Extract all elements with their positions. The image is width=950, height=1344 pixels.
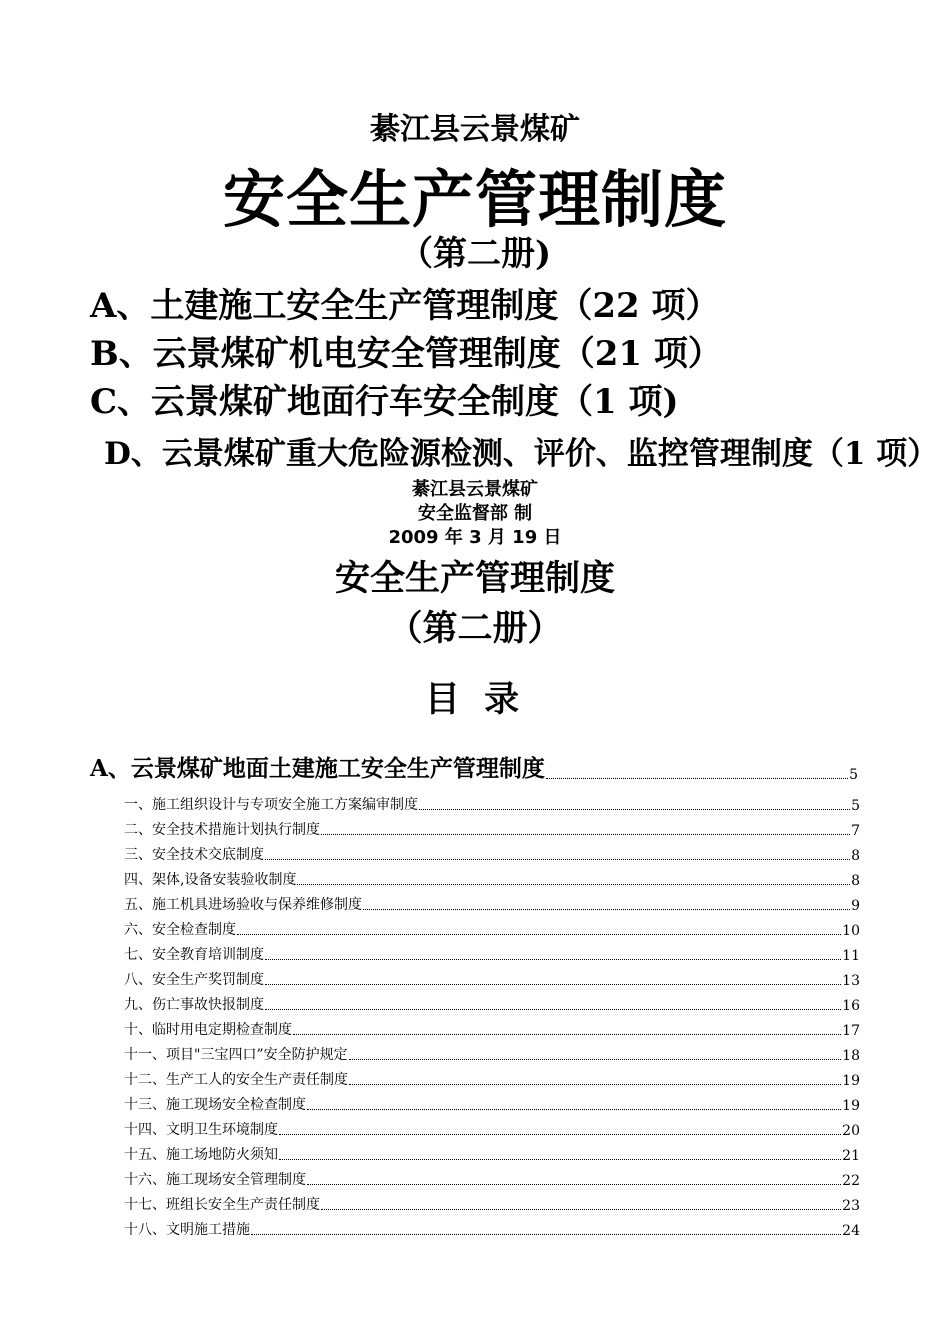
toc-title: 目 录 xyxy=(424,679,526,720)
toc-entry-page: 23 xyxy=(842,1198,860,1214)
toc-entry-title: 十三、施工现场安全检查制度 xyxy=(124,1097,306,1113)
subtitle: 安全生产管理制度 xyxy=(334,558,615,599)
toc-entry-page: 17 xyxy=(842,1023,860,1039)
toc-entry[interactable] xyxy=(124,1169,860,1189)
toc-entry-title: 八、安全生产奖罚制度 xyxy=(124,972,264,988)
toc-entry-title: 五、施工机具进场验收与保养维修制度 xyxy=(124,897,362,913)
organization-title: 綦江县云景煤矿 xyxy=(370,112,580,147)
toc-entry[interactable] xyxy=(124,1119,860,1139)
toc-entry[interactable] xyxy=(124,1094,860,1114)
toc-entry[interactable] xyxy=(124,969,860,989)
toc-entry-title: 十六、施工现场安全管理制度 xyxy=(124,1172,306,1188)
toc-entry-page: 7 xyxy=(851,823,860,839)
dot-leader xyxy=(307,1184,841,1185)
toc-entry[interactable] xyxy=(124,1044,860,1064)
toc-entry-title: 三、安全技术交底制度 xyxy=(124,847,264,863)
toc-entry-title: 十、临时用电定期检查制度 xyxy=(124,1022,292,1038)
toc-entry-title: 四、架体,设备安装验收制度 xyxy=(124,872,297,888)
toc-entry-page: 8 xyxy=(851,848,860,864)
dot-leader xyxy=(279,1134,841,1135)
dot-leader xyxy=(321,834,850,835)
toc-entry[interactable] xyxy=(124,1219,860,1239)
dot-leader xyxy=(265,984,841,985)
toc-entry[interactable] xyxy=(124,819,860,839)
dot-leader xyxy=(251,1234,841,1235)
toc-entry-page: 19 xyxy=(842,1073,860,1089)
toc-entry-page: 19 xyxy=(842,1098,860,1114)
toc-entry[interactable] xyxy=(124,794,860,814)
dot-leader xyxy=(265,859,850,860)
toc-entry-title: 二、安全技术措施计划执行制度 xyxy=(124,822,320,838)
toc-entry-title: 九、伤亡事故快报制度 xyxy=(124,997,264,1013)
issuer-organization: 綦江县云景煤矿 xyxy=(412,479,538,500)
dot-leader xyxy=(279,1159,841,1160)
dot-leader xyxy=(419,809,850,810)
toc-entry-page: 24 xyxy=(842,1223,860,1239)
dot-leader xyxy=(265,959,841,960)
dot-leader xyxy=(349,1084,841,1085)
volume-label: （第二册) xyxy=(398,234,552,274)
toc-section-entry[interactable] xyxy=(90,750,858,783)
toc-section-page: 5 xyxy=(849,767,858,783)
toc-entry-page: 13 xyxy=(842,973,860,989)
dot-leader xyxy=(293,1034,841,1035)
toc-entry-title: 十七、班组长安全生产责任制度 xyxy=(124,1197,320,1213)
dot-leader xyxy=(349,1059,842,1060)
toc-entry-title: 一、施工组织设计与专项安全施工方案编审制度 xyxy=(124,797,418,813)
category-d: D、云景煤矿重大危险源检测、评价、监控管理制度（1 项） xyxy=(104,436,939,472)
dot-leader xyxy=(265,1009,841,1010)
toc-entry-title: 十八、文明施工措施 xyxy=(124,1222,250,1238)
toc-entry[interactable] xyxy=(124,994,860,1014)
dot-leader xyxy=(321,1209,841,1210)
toc-entry[interactable] xyxy=(124,1069,860,1089)
toc-entry-title: 十四、文明卫生环境制度 xyxy=(124,1122,278,1138)
toc-entry[interactable] xyxy=(124,894,860,914)
toc-entry[interactable] xyxy=(124,869,860,889)
toc-entry[interactable] xyxy=(124,844,860,864)
dot-leader xyxy=(546,778,848,779)
dot-leader xyxy=(307,1109,841,1110)
toc-entry-page: 8 xyxy=(851,873,860,889)
toc-entry[interactable] xyxy=(124,1019,860,1039)
toc-entry-page: 11 xyxy=(842,948,860,964)
toc-entry-title: 七、安全教育培训制度 xyxy=(124,947,264,963)
toc-entry-title: 十一、项目"三宝四口”安全防护规定 xyxy=(124,1047,348,1063)
toc-entry[interactable] xyxy=(124,919,860,939)
category-a: A、土建施工安全生产管理制度（22 项） xyxy=(90,286,720,326)
toc-entry-title: 十二、生产工人的安全生产责任制度 xyxy=(124,1072,348,1088)
toc-entry-page: 16 xyxy=(842,998,860,1014)
toc-entry-page: 20 xyxy=(842,1123,860,1139)
main-title: 安全生产管理制度 xyxy=(222,163,727,236)
toc-entry[interactable] xyxy=(124,1194,860,1214)
toc-entry[interactable] xyxy=(124,1144,860,1164)
category-b: B、云景煤矿机电安全管理制度（21 项） xyxy=(90,334,722,374)
toc-entry-page: 10 xyxy=(842,923,860,939)
toc-section-title: A、云景煤矿地面土建施工安全生产管理制度 xyxy=(90,755,545,782)
toc-entry-page: 21 xyxy=(842,1148,860,1164)
toc-entry[interactable] xyxy=(124,944,860,964)
subtitle-volume: （第二册） xyxy=(387,608,563,649)
toc-entry-page: 18 xyxy=(842,1048,860,1064)
issuer-department: 安全监督部 制 xyxy=(417,503,533,524)
issue-date: 2009 年 3 月 19 日 xyxy=(388,527,562,548)
dot-leader xyxy=(237,934,841,935)
toc-entry-title: 六、安全检查制度 xyxy=(124,922,236,938)
dot-leader xyxy=(297,884,850,885)
category-c: C、云景煤矿地面行车安全制度（1 项) xyxy=(90,382,679,422)
dot-leader xyxy=(363,909,850,910)
toc-entry-page: 5 xyxy=(851,798,860,814)
toc-entry-page: 9 xyxy=(851,898,860,914)
toc-entry-page: 22 xyxy=(842,1173,860,1189)
toc-entry-title: 十五、施工场地防火须知 xyxy=(124,1147,278,1163)
